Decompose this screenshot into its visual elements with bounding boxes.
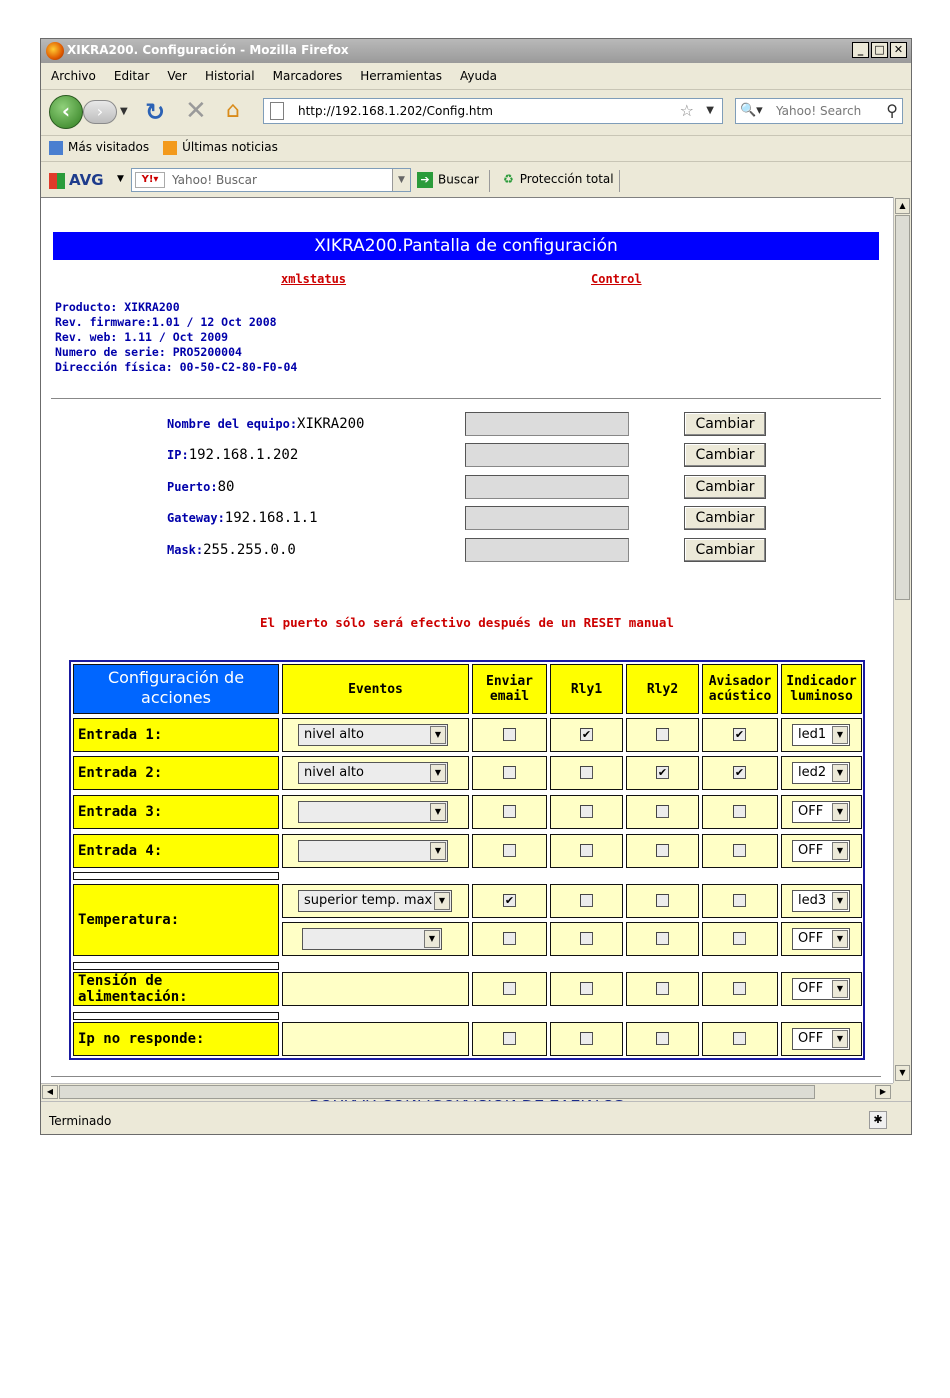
cambiar-gateway-button[interactable]: Cambiar <box>684 506 766 530</box>
rly2-checkbox[interactable] <box>656 1032 669 1045</box>
url-dropdown-icon[interactable]: ▼ <box>706 105 714 116</box>
led-select[interactable] <box>792 724 850 746</box>
event-select-value: nivel alto <box>304 765 364 780</box>
row-label: Entrada 4: <box>73 834 279 868</box>
event-select[interactable] <box>298 801 448 823</box>
scroll-up-icon[interactable]: ▲ <box>895 198 910 214</box>
buzzer-checkbox[interactable] <box>733 805 746 818</box>
url-bar[interactable] <box>263 98 723 124</box>
status-bar <box>41 1101 911 1134</box>
event-cell <box>282 1022 469 1056</box>
email-checkbox[interactable] <box>503 766 516 779</box>
buzzer-checkbox[interactable] <box>733 728 746 741</box>
email-checkbox[interactable] <box>503 894 516 907</box>
rss-icon <box>163 141 177 155</box>
rly1-checkbox[interactable] <box>580 805 593 818</box>
config-label: Puerto: <box>167 480 218 494</box>
rly2-checkbox[interactable] <box>656 728 669 741</box>
email-checkbox[interactable] <box>503 728 516 741</box>
divider <box>51 1076 881 1077</box>
avg-logo[interactable]: AVG <box>49 171 104 189</box>
menu-bar <box>41 64 911 88</box>
product-info <box>55 300 297 375</box>
bookmark-icon <box>49 141 63 155</box>
maximize-button[interactable]: □ <box>871 42 888 58</box>
led-select[interactable] <box>792 978 850 1000</box>
forward-button[interactable]: › <box>83 100 117 124</box>
yahoo-placeholder: Yahoo! Buscar <box>172 173 257 187</box>
reload-icon[interactable]: ↻ <box>145 98 166 126</box>
email-checkbox[interactable] <box>503 1032 516 1045</box>
actions-title: Configuración de acciones <box>73 664 279 714</box>
led-select[interactable] <box>792 890 850 912</box>
rly1-checkbox[interactable] <box>580 1032 593 1045</box>
menu-marcadores[interactable]: Marcadores <box>272 69 343 83</box>
chevron-down-icon[interactable]: ▼ <box>832 1030 848 1048</box>
menu-historial[interactable]: Historial <box>204 69 255 83</box>
rly1-checkbox[interactable] <box>580 982 593 995</box>
config-value: 255.255.0.0 <box>203 542 296 558</box>
cambiar-ip-button[interactable]: Cambiar <box>684 443 766 467</box>
row-label: Temperatura: <box>73 884 279 956</box>
event-cell <box>282 972 469 1006</box>
rly2-checkbox[interactable] <box>656 894 669 907</box>
led-select[interactable] <box>792 801 850 823</box>
page-viewport <box>41 197 893 1083</box>
row-label: Entrada 1: <box>73 718 279 752</box>
chevron-down-icon[interactable]: ▼ <box>832 842 848 860</box>
led-select[interactable] <box>792 762 850 784</box>
header-eventos: Eventos <box>282 664 469 714</box>
chevron-down-icon[interactable]: ▼ <box>430 842 446 860</box>
horizontal-scrollbar[interactable] <box>41 1083 893 1100</box>
navigation-bar <box>41 89 911 133</box>
cambiar-puerto-button[interactable]: Cambiar <box>684 475 766 499</box>
header-rly2: Rly2 <box>626 664 699 714</box>
back-button[interactable]: ‹ <box>49 95 83 129</box>
rly1-checkbox[interactable] <box>580 894 593 907</box>
email-checkbox[interactable] <box>503 932 516 945</box>
row-label: Tensión de alimentación: <box>73 972 279 1006</box>
header-indicador: Indicador luminoso <box>781 664 862 714</box>
cambiar-nombre-button[interactable]: Cambiar <box>684 412 766 436</box>
rly1-checkbox[interactable] <box>580 766 593 779</box>
led-select[interactable] <box>792 928 850 950</box>
header-email: Enviar email <box>472 664 547 714</box>
led-select-value: led2 <box>798 765 827 780</box>
search-placeholder: Yahoo! Search <box>776 104 862 118</box>
row-label: Entrada 3: <box>73 795 279 829</box>
chevron-down-icon[interactable]: ▼ <box>430 764 446 782</box>
row-spacer <box>73 1012 279 1020</box>
config-label: IP: <box>167 448 189 462</box>
serial-number: Numero de serie: PRO5200004 <box>55 345 242 359</box>
led-select-value: OFF <box>798 931 824 946</box>
email-checkbox[interactable] <box>503 844 516 857</box>
led-select[interactable] <box>792 1028 850 1050</box>
row-label: Ip no responde: <box>73 1022 279 1056</box>
rly1-checkbox[interactable] <box>580 728 593 741</box>
event-select[interactable] <box>298 762 448 784</box>
chevron-down-icon[interactable]: ▼ <box>832 980 848 998</box>
row-spacer <box>73 872 279 880</box>
status-text: Terminado <box>49 1114 112 1128</box>
nombre-input[interactable] <box>465 412 629 436</box>
gateway-input[interactable] <box>465 506 629 530</box>
chevron-down-icon[interactable]: ▼ <box>832 726 848 744</box>
product-name: Producto: XIKRA200 <box>55 300 180 314</box>
menu-ayuda[interactable]: Ayuda <box>459 69 498 83</box>
title-bar <box>41 39 911 63</box>
scroll-right-icon[interactable]: ▶ <box>875 1085 891 1099</box>
minimize-button[interactable]: _ <box>852 42 869 58</box>
yahoo-dropdown-icon[interactable]: ▼ <box>392 169 410 191</box>
actions-table <box>69 660 865 1060</box>
led-select-value: OFF <box>798 981 824 996</box>
buzzer-checkbox[interactable] <box>733 932 746 945</box>
email-checkbox[interactable] <box>503 805 516 818</box>
buzzer-checkbox[interactable] <box>733 982 746 995</box>
event-select[interactable] <box>298 890 452 912</box>
event-select-value: nivel alto <box>304 727 364 742</box>
toolbar-separator <box>619 170 620 192</box>
config-value: 192.168.1.202 <box>188 447 299 463</box>
web-revision: Rev. web: 1.11 / Oct 2009 <box>55 330 229 344</box>
home-icon[interactable]: ⌂ <box>226 98 240 123</box>
url-text: http://192.168.1.202/Config.htm <box>298 104 493 118</box>
buzzer-checkbox[interactable] <box>733 894 746 907</box>
toolbar-separator <box>489 170 490 192</box>
rly2-checkbox[interactable] <box>656 982 669 995</box>
yahoo-search-input[interactable] <box>131 168 411 192</box>
browser-window <box>40 38 912 1135</box>
cambiar-mask-button[interactable]: Cambiar <box>684 538 766 562</box>
header-rly1: Rly1 <box>550 664 623 714</box>
mask-input[interactable] <box>465 538 629 562</box>
chevron-down-icon[interactable]: ▼ <box>832 803 848 821</box>
config-label: Gateway: <box>167 511 225 525</box>
scroll-left-icon[interactable]: ◀ <box>42 1085 58 1099</box>
buzzer-checkbox[interactable] <box>733 844 746 857</box>
led-select-value: led3 <box>798 893 827 908</box>
page-title: XIKRA200.Pantalla de configuración <box>53 232 879 260</box>
search-input[interactable] <box>735 98 903 124</box>
stop-icon[interactable]: ✕ <box>185 96 207 126</box>
rly2-checkbox[interactable] <box>656 766 669 779</box>
firmware-revision: Rev. firmware:1.01 / 12 Oct 2008 <box>55 315 277 329</box>
led-select-value: OFF <box>798 804 824 819</box>
buzzer-checkbox[interactable] <box>733 1032 746 1045</box>
bookmark-mas-visitados[interactable]: Más visitados <box>49 140 149 155</box>
event-select[interactable] <box>298 840 448 862</box>
scrollbar-thumb[interactable] <box>59 1085 815 1099</box>
proteccion-button[interactable]: ♻ Protección total <box>503 172 614 186</box>
row-label: Entrada 2: <box>73 756 279 790</box>
rly1-checkbox[interactable] <box>580 932 593 945</box>
window-controls <box>852 42 907 58</box>
ip-input[interactable] <box>465 443 629 467</box>
chevron-down-icon[interactable]: ▼ <box>832 892 848 910</box>
xmlstatus-link[interactable]: xmlstatus <box>281 272 347 286</box>
chevron-down-icon[interactable]: ▼ <box>434 892 450 910</box>
menu-ver[interactable]: Ver <box>167 69 187 83</box>
email-checkbox[interactable] <box>503 982 516 995</box>
arrow-right-icon: ➔ <box>417 172 433 188</box>
led-select-value: OFF <box>798 1031 824 1046</box>
control-link[interactable]: Control <box>591 272 642 286</box>
event-select-value: superior temp. max <box>304 893 433 908</box>
buzzer-checkbox[interactable] <box>733 766 746 779</box>
page-icon <box>270 102 284 120</box>
chevron-down-icon[interactable]: ▼ <box>832 930 848 948</box>
bookmark-ultimas-noticias[interactable]: Últimas noticias <box>163 140 278 155</box>
menu-archivo[interactable]: Archivo <box>51 69 96 83</box>
rly2-checkbox[interactable] <box>656 844 669 857</box>
rly2-checkbox[interactable] <box>656 805 669 818</box>
led-select-value: led1 <box>798 727 827 742</box>
addon-icon[interactable]: ✱ <box>869 1111 887 1129</box>
config-label: Mask: <box>167 543 204 557</box>
mac-address: Dirección física: 00-50-C2-80-F0-04 <box>55 360 298 374</box>
row-spacer <box>73 962 279 970</box>
menu-herramientas[interactable]: Herramientas <box>360 69 442 83</box>
buscar-button[interactable]: ➔ Buscar <box>417 172 479 188</box>
header-avisador: Avisador acústico <box>702 664 778 714</box>
menu-editar[interactable]: Editar <box>113 69 150 83</box>
search-engine-icon[interactable]: 🔍▾ <box>740 103 763 118</box>
divider <box>51 398 881 399</box>
avg-icon <box>49 173 65 189</box>
chevron-down-icon[interactable]: ▼ <box>832 764 848 782</box>
scroll-down-icon[interactable]: ▼ <box>895 1065 910 1081</box>
config-value: XIKRA200 <box>297 416 365 432</box>
rly2-checkbox[interactable] <box>656 932 669 945</box>
bookmark-star-icon[interactable]: ☆ <box>679 101 694 120</box>
config-value: 192.168.1.1 <box>224 510 318 526</box>
window-title: XIKRA200. Configuración - Mozilla Firefox <box>67 43 349 57</box>
chevron-down-icon[interactable]: ▼ <box>430 726 446 744</box>
event-select[interactable] <box>298 724 448 746</box>
bookmarks-bar <box>41 135 911 159</box>
led-select[interactable] <box>792 840 850 862</box>
history-dropdown-icon[interactable]: ▼ <box>120 106 128 117</box>
rly1-checkbox[interactable] <box>580 844 593 857</box>
event-select[interactable] <box>302 928 442 950</box>
port-warning: El puerto sólo será efectivo después de un RESET manual <box>260 615 674 630</box>
config-label: Nombre del equipo: <box>167 417 298 431</box>
chevron-down-icon[interactable]: ▼ <box>430 803 446 821</box>
config-value: 80 <box>217 479 235 495</box>
puerto-input[interactable] <box>465 475 629 499</box>
avg-dropdown-icon[interactable]: ▼ <box>117 174 124 184</box>
search-go-icon[interactable]: ⚲ <box>886 101 898 120</box>
vertical-scrollbar[interactable] <box>893 197 911 1083</box>
led-select-value: OFF <box>798 843 824 858</box>
shield-icon: ♻ <box>503 172 514 186</box>
yahoo-logo-icon[interactable]: Y!▾ <box>135 172 165 188</box>
chevron-down-icon[interactable]: ▼ <box>424 930 440 948</box>
scrollbar-thumb[interactable] <box>895 215 910 600</box>
avg-toolbar <box>41 161 911 197</box>
close-button[interactable]: ✕ <box>890 42 907 58</box>
firefox-logo-icon <box>46 42 64 60</box>
